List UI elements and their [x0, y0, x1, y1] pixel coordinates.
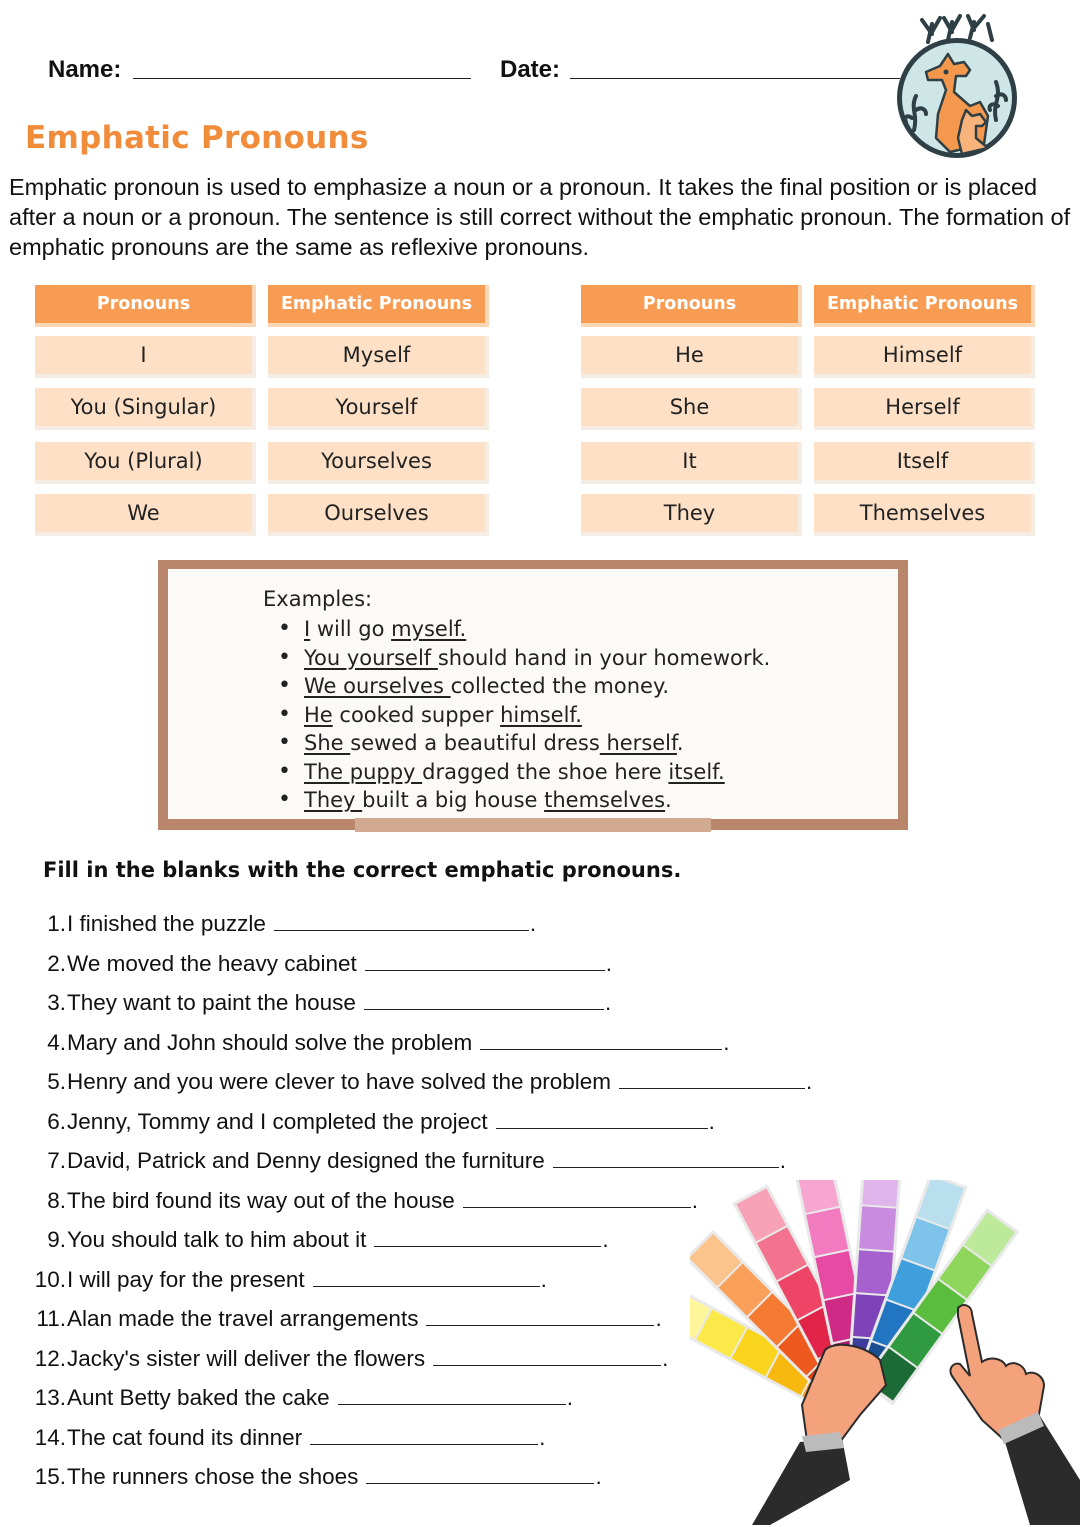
example-item: • They built a big house themselves. — [278, 786, 770, 815]
question-item: 3.They want to paint the house . — [29, 985, 829, 1025]
table-cell-emphatic: Myself — [268, 336, 489, 378]
page-title: Emphatic Pronouns — [25, 120, 369, 156]
table-cell-emphatic: Herself — [814, 388, 1035, 430]
question-item: 14.The cat found its dinner . — [29, 1420, 829, 1460]
table-cell-emphatic: Themselves — [814, 494, 1035, 536]
example-item: • I will go myself. — [278, 615, 770, 644]
header-pronouns-right: Pronouns — [581, 285, 802, 327]
answer-blank[interactable] — [433, 1342, 661, 1366]
question-item: 8.The bird found its way out of the house . — [29, 1183, 829, 1223]
question-item: 15.The runners chose the shoes . — [29, 1459, 829, 1499]
name-field[interactable] — [133, 78, 471, 79]
answer-blank[interactable] — [480, 1026, 722, 1050]
header-emphatic-left: Emphatic Pronouns — [268, 285, 489, 327]
answer-blank[interactable] — [426, 1302, 654, 1326]
table-cell-emphatic: Yourselves — [268, 442, 489, 484]
table-cell-emphatic: Yourself — [268, 388, 489, 430]
question-item: 2.We moved the heavy cabinet . — [29, 946, 829, 986]
example-item: • She sewed a beautiful dress herself. — [278, 729, 770, 758]
table-cell-pronoun: It — [581, 442, 802, 484]
example-item: • We ourselves collected the money. — [278, 672, 770, 701]
question-item: 6.Jenny, Tommy and I completed the project . — [29, 1104, 829, 1144]
table-cell-pronoun: You (Singular) — [35, 388, 256, 430]
chalk-ledge — [355, 818, 711, 832]
answer-blank[interactable] — [619, 1065, 805, 1089]
answer-blank[interactable] — [274, 907, 529, 931]
answer-blank[interactable] — [496, 1105, 708, 1129]
table-cell-pronoun: You (Plural) — [35, 442, 256, 484]
answer-blank[interactable] — [374, 1223, 601, 1247]
table-cell-pronoun: They — [581, 494, 802, 536]
instruction-heading: Fill in the blanks with the correct emphatic pronouns. — [43, 858, 682, 882]
table-cell-emphatic: Itself — [814, 442, 1035, 484]
question-item: 13.Aunt Betty baked the cake . — [29, 1380, 829, 1420]
example-item: • He cooked supper himself. — [278, 701, 770, 730]
table-cell-emphatic: Ourselves — [268, 494, 489, 536]
examples-board — [168, 569, 898, 819]
date-field[interactable] — [570, 78, 900, 79]
header-pronouns-left: Pronouns — [35, 285, 256, 327]
header-emphatic-right: Emphatic Pronouns — [814, 285, 1035, 327]
question-item: 10.I will pay for the present . — [29, 1262, 829, 1302]
answer-blank[interactable] — [366, 1460, 594, 1484]
intro-paragraph: Emphatic pronoun is used to emphasize a noun or a pronoun. It takes the final position or is placed after a noun or a pronoun. The sentence is still correct without the emphatic pronoun. The formation of emphatic pronouns are the same as reflexive pronouns. — [9, 174, 1071, 260]
name-label: Name: — [48, 56, 122, 83]
table-cell-pronoun: We — [35, 494, 256, 536]
answer-blank[interactable] — [553, 1144, 779, 1168]
table-cell-emphatic: Himself — [814, 336, 1035, 378]
question-item: 5.Henry and you were clever to have solved the problem . — [29, 1064, 829, 1104]
question-item: 12.Jacky's sister will deliver the flowers . — [29, 1341, 829, 1381]
answer-blank[interactable] — [310, 1421, 538, 1445]
table-cell-pronoun: She — [581, 388, 802, 430]
table-cell-pronoun: He — [581, 336, 802, 378]
answer-blank[interactable] — [338, 1381, 566, 1405]
question-item: 11.Alan made the travel arrangements . — [29, 1301, 829, 1341]
deer-family-icon — [892, 10, 1022, 160]
answer-blank[interactable] — [313, 1263, 540, 1287]
question-item: 4.Mary and John should solve the problem . — [29, 1025, 829, 1065]
examples-list — [278, 615, 770, 815]
example-item: • You yourself should hand in your homework. — [278, 644, 770, 673]
header-row — [48, 52, 908, 92]
examples-title: Examples: — [263, 587, 373, 611]
table-cell-pronoun: I — [35, 336, 256, 378]
examples-frame — [158, 560, 908, 830]
question-item: 1.I finished the puzzle . — [29, 906, 829, 946]
answer-blank[interactable] — [365, 947, 605, 971]
color-swatch-fan-icon — [690, 1180, 1080, 1525]
answer-blank[interactable] — [463, 1184, 691, 1208]
example-item: • The puppy dragged the shoe here itself. — [278, 758, 770, 787]
question-item: 7.David, Patrick and Denny designed the furniture . — [29, 1143, 829, 1183]
answer-blank[interactable] — [364, 986, 604, 1010]
date-label: Date: — [500, 56, 561, 83]
question-item: 9.You should talk to him about it . — [29, 1222, 829, 1262]
